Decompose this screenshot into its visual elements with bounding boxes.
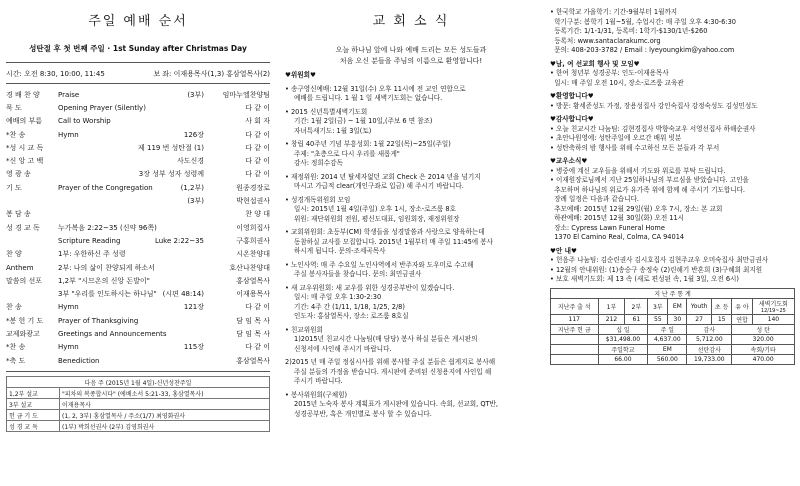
order-sub: Scripture Reading bbox=[58, 236, 121, 245]
stats-cell bbox=[551, 344, 599, 354]
intro-line: 오늘 하나님 앞에 나와 예배 드리는 모든 성도들과 bbox=[335, 46, 487, 54]
news-item-line: 기간: 4주 간 (1/11, 1/18, 1/25, 2/8) bbox=[294, 302, 405, 311]
stats-title: 지 난 주 통 계 bbox=[551, 288, 795, 298]
order-leader: 임마누엘찬양팀 bbox=[222, 90, 270, 99]
news-item-line: 일시: 2015년 1월 4일(주일) 오후 1시, 장소-로즈룸 8호 bbox=[294, 205, 456, 213]
news-item-line: 2015년 노숙자 봉사 계획표가 게시판에 있습니다. 속회, 선교회, QT반, bbox=[294, 400, 499, 408]
notice-line: 일시: 매 주일 오전 10시, 장소-로즈룸 교육관 bbox=[550, 78, 684, 87]
stats-cell: 초 등 bbox=[711, 298, 731, 314]
order-sub: 1,2부 "시므온의 신앙 돈발이" bbox=[58, 276, 150, 285]
order-row bbox=[6, 234, 270, 247]
section-heading: ♥환영합니다♥ bbox=[550, 92, 594, 100]
stats-cell: 320.00 bbox=[732, 334, 795, 344]
order-row bbox=[6, 301, 270, 314]
section-heading: ♥감사합니다♥ bbox=[550, 115, 594, 123]
stats-row bbox=[551, 344, 795, 354]
next-week-value: (1, 2, 3부) 홍삼열목사 / 주소(1/7) 최영화권사 bbox=[60, 410, 270, 421]
stats-cell: 66.00 bbox=[598, 354, 648, 364]
order-name: 기 도 bbox=[6, 183, 22, 192]
news-item-heading: • 친교위원회 bbox=[285, 325, 323, 334]
stats-cell: 55 bbox=[648, 314, 668, 324]
order-sub: 누가복음 2:22~35 (신약 96쪽) bbox=[58, 223, 157, 232]
news-item-heading: • 송구영신예배: 12월 31일(수) 오후 11시에 전 교인 연합으로 bbox=[285, 84, 466, 93]
times-text: 시간: 오전 8:30, 10:00, 11:45 bbox=[6, 70, 105, 78]
notice-line: 추모하며 하나님의 위로가 유가족 위에 함께 해 주시기 기도합니다. bbox=[550, 185, 746, 194]
notice-line: • 초안나원영에: 성탄주일에 오르간 배워 빗분 bbox=[550, 134, 682, 142]
stats-row bbox=[551, 314, 795, 324]
order-leader: 호산나찬양대 bbox=[229, 263, 270, 272]
stats-cell: 15 bbox=[711, 314, 731, 324]
news-body bbox=[285, 71, 537, 419]
order-name: 찬 양 bbox=[6, 250, 22, 259]
stats-cell: 4,637.00 bbox=[648, 334, 687, 344]
order-leader: 담 임 목 사 bbox=[236, 316, 270, 325]
news-item-heading: • 봉사위원회(구체힘) bbox=[285, 390, 348, 399]
order-row bbox=[6, 154, 270, 167]
next-week-value: "피차의 복종합시다" (에베소서 5:21-33, 홍삼열목사) bbox=[60, 388, 270, 399]
order-row bbox=[6, 261, 270, 274]
order-sub: Greetings and Announcements bbox=[58, 329, 167, 338]
order-sub: Hymn bbox=[58, 130, 79, 139]
divider bbox=[6, 371, 270, 372]
stats-table bbox=[550, 288, 795, 365]
news-item-line: 신청서에 사인해 주시기 바랍니다. bbox=[294, 344, 392, 353]
stats-cell: 560.00 bbox=[648, 354, 687, 364]
order-row bbox=[6, 248, 270, 261]
divider bbox=[6, 83, 270, 84]
stats-cell: 지난주 출 석 bbox=[551, 298, 599, 314]
order-leader: 다 같 이 bbox=[245, 157, 270, 166]
stats-cell: 유 아 bbox=[732, 298, 752, 314]
order-name: *축 도 bbox=[6, 356, 26, 365]
order-mid: Luke 2:22~35 bbox=[154, 236, 204, 245]
news-item-line: 자녀특새기도: 1월 3일(토) bbox=[294, 126, 372, 135]
order-name: 말씀의 선포 bbox=[6, 276, 43, 285]
notice-line: 문의: 408-203-3782 / Email : lyeyoungkim@yahoo.com bbox=[550, 46, 735, 54]
order-leader: 다 같 이 bbox=[245, 343, 270, 352]
order-leader: 박현섭권사 bbox=[236, 197, 270, 206]
stats-cell: 지난주 헌 금 bbox=[551, 324, 599, 334]
notice-line: • 오늘 친교시간 나눔팀: 김현경집사 박향숙교우 서영선집사 하해순권사 bbox=[550, 124, 756, 133]
notice-line: 등록처: www.santaclarakumc.org bbox=[550, 36, 661, 45]
order-sub: Hymn bbox=[58, 303, 79, 312]
notice-line: 1370 El Camino Real, Colma, CA 94014 bbox=[550, 233, 685, 241]
order-mid: (3부) bbox=[187, 90, 204, 99]
stats-cell: EM bbox=[668, 298, 687, 314]
order-leader: 다 같 이 bbox=[245, 130, 270, 139]
notice-line: 추모예배: 2015년 12월 29일(월) 오후 7시, 장소: 본 교회 bbox=[550, 204, 723, 213]
notice-line: • 보호 새벽기도회: 제 13 속 (새로 편성된 속, 1월 3일, 오전 6시) bbox=[550, 275, 739, 283]
order-name: *찬 송 bbox=[6, 130, 26, 139]
order-mid: 126장 bbox=[183, 130, 204, 139]
news-item-line: 주제: "초층으로 다시 우리를 새롭게" bbox=[294, 149, 400, 158]
order-row bbox=[6, 327, 270, 340]
news-item-heading: • 교회위원회: 초등부(CM) 학생들을 성경말씀과 사랑으로 양육하는데 bbox=[285, 228, 485, 236]
order-name: 경 배 찬 양 bbox=[6, 90, 40, 99]
order-sub: Prayer of Thanksgiving bbox=[58, 316, 139, 325]
notice-line: • 한국학교 가을학기: 기간-9월부터 1월까지 bbox=[550, 8, 678, 16]
stats-cell: 5,712.00 bbox=[687, 334, 732, 344]
news-item-heading: • 성경개독위원회 모임 bbox=[285, 195, 351, 204]
news-item-heading: • 창립 40주년 기념 부흥성회: 1월 22일(목)~25일(주일) bbox=[285, 140, 451, 148]
order-leader: 다 같 이 bbox=[245, 103, 270, 112]
news-item-line: 동참하실 교사를 모집합니다. 2015년 1월부터 매 주일 11:45에 봉사 bbox=[294, 237, 493, 246]
stats-row bbox=[551, 298, 795, 314]
stats-cell: 2부 bbox=[625, 298, 648, 314]
stats-cell: 선탄감사 bbox=[687, 344, 732, 354]
news-item-heading: • 새 교우위원회: 새 교우를 위한 성경공부반이 있겠습니다. bbox=[285, 283, 455, 292]
order-row bbox=[6, 314, 270, 327]
stats-cell bbox=[551, 354, 599, 364]
order-leader: 원종경장로 bbox=[236, 183, 270, 192]
order-sub: Hymn bbox=[58, 343, 79, 352]
order-leader: 사 회 자 bbox=[245, 117, 270, 126]
order-row bbox=[6, 101, 270, 114]
worship-subtitle: 성탄절 후 첫 번째 주일 · 1st Sunday after Christmas Day bbox=[29, 44, 247, 53]
news-intro bbox=[285, 45, 537, 67]
news-item-heading: • 재정위원: 2014 년 탈세자없던 교회 Check 은 2014 년을 넘기지 bbox=[285, 172, 481, 181]
order-leader: 다 같 이 bbox=[245, 303, 270, 312]
order-name: 예배의 부름 bbox=[6, 117, 43, 126]
next-week-value: 이재용목사 bbox=[60, 399, 270, 410]
order-sub: Prayer of the Congregation bbox=[58, 183, 153, 192]
news-item-line: 주실 봉사자들을 찾습니다. 문의: 최민금권사 bbox=[294, 270, 422, 278]
stats-cell: 주일학교 bbox=[598, 344, 648, 354]
stats-cell: 1부 bbox=[598, 298, 625, 314]
stats-cell: 속회/기타 bbox=[732, 344, 795, 354]
section-heading: ♥남, 여 선교회 행사 및 모임♥ bbox=[550, 59, 640, 68]
next-week-value: (1부) 박희선권사 (2부) 김영희권사 bbox=[60, 421, 270, 432]
order-name: *봉 헌 기 도 bbox=[6, 316, 44, 325]
stats-cell: $31,498.00 bbox=[598, 334, 648, 344]
order-mid: (1,2부) bbox=[180, 183, 204, 192]
stats-row bbox=[551, 324, 795, 334]
order-row bbox=[6, 274, 270, 287]
notice-line: • 12월의 안내위원: (1)송승구 송정숙 (2)린해기 반혼희 (3)구혜회 최지원 bbox=[550, 265, 763, 274]
stats-cell: 61 bbox=[625, 314, 648, 324]
order-sub: 1부: 우한하신 주 성령 bbox=[58, 250, 126, 259]
next-week-row bbox=[7, 399, 270, 410]
order-row bbox=[6, 221, 270, 234]
news-item-line: 주실 분들의 가정을 받습니다. 게시판에 준비된 신청용지에 사인입 해 bbox=[294, 367, 492, 376]
stats-cell: 연합 bbox=[732, 314, 752, 324]
stats-cell: 성 탄 bbox=[732, 324, 795, 334]
next-week-row bbox=[7, 388, 270, 399]
order-sub: 3부 "우리를 인도하시는 하나님" bbox=[58, 290, 157, 299]
stats-cell: 140 bbox=[752, 314, 794, 324]
next-week-table bbox=[6, 376, 270, 432]
next-week-row bbox=[7, 410, 270, 421]
next-week-head: 다음 주 (2015년 1월 4일)-신년성찬주일 bbox=[7, 377, 270, 388]
led-text: 보 좌: 이재용목사(1,3) 홍삼열목사(2) bbox=[153, 70, 270, 78]
order-leader: 이영희집사 bbox=[236, 223, 270, 232]
order-mid: (3부) bbox=[187, 197, 204, 206]
order-leader: 이재용목사 bbox=[236, 290, 270, 299]
order-name: *찬 송 bbox=[6, 343, 26, 352]
news-title: 교 회 소 식 bbox=[372, 14, 450, 29]
stats-cell: 117 bbox=[551, 314, 599, 324]
order-row bbox=[6, 88, 270, 101]
worship-order-column bbox=[6, 0, 270, 486]
news-item-line: 강사: 정희수감독 bbox=[294, 159, 343, 167]
notice-line: • 성탄축하의 밤 행사를 위해 수고하신 모든 분들과 각 부서 bbox=[550, 143, 720, 152]
order-name: Anthem bbox=[6, 263, 34, 272]
order-mid: 3장 성부 성자 성령께 bbox=[138, 170, 204, 179]
stats-cell: EM bbox=[648, 344, 687, 354]
news-item-line: 주시기 바랍니다. bbox=[294, 377, 343, 385]
stats-cell: 470.00 bbox=[732, 354, 795, 364]
stats-date: 12/19~25 bbox=[760, 307, 786, 314]
order-name: *성 시 교 독 bbox=[6, 143, 44, 152]
news-item-line: 성경공부반, 혹은 개인별로 봉사 할 수 있습니다. bbox=[294, 409, 432, 418]
next-week-label: 1,2부 설교 bbox=[7, 388, 60, 399]
order-leader: 시온찬양대 bbox=[236, 250, 270, 259]
order-mid: 제 119 번 성탄절 (1) bbox=[138, 143, 204, 152]
news-column bbox=[285, 0, 537, 486]
order-leader: 홍삼열목사 bbox=[236, 276, 270, 285]
notice-line: 학기구분: 봄학기 1월~5월, 수업시간: 매 주일 오후 4:30-6:30 bbox=[550, 17, 736, 26]
notice-line: 하관예배: 2015년 12월 30일(화) 오전 11시 bbox=[550, 214, 685, 222]
order-row bbox=[6, 128, 270, 141]
stats-cell: 십 일 bbox=[598, 324, 648, 334]
order-leader: 찬 양 대 bbox=[245, 210, 270, 219]
notice-line: 장례 일정은 다음과 같습니다. bbox=[550, 195, 640, 203]
stats-cell bbox=[551, 334, 599, 344]
news-item-heading: • 2015 신년특별새벽기도회 bbox=[285, 107, 368, 116]
news-item-line: 인도자: 홍삼열목사, 장소: 로즈룸 8호실 bbox=[294, 312, 409, 320]
news-item-line: 기간: 1월 2일(금) ~ 1월 10일,(주보 6 면 참조) bbox=[294, 117, 433, 125]
news-item-line: 마시고 가급적 clear(개인구좌로 입금) 해 주시기 바랍니다. bbox=[294, 182, 464, 190]
order-row bbox=[6, 287, 270, 300]
order-name: 묵 도 bbox=[6, 103, 22, 112]
order-row bbox=[6, 141, 270, 154]
order-row bbox=[6, 168, 270, 181]
order-name: 봉 담 송 bbox=[6, 210, 31, 219]
order-row bbox=[6, 194, 270, 207]
order-name: 성 경 교 독 bbox=[6, 223, 40, 232]
order-mid: 121장 bbox=[183, 303, 204, 312]
stats-cell: Youth bbox=[687, 298, 712, 314]
notice-line: 등록기간: 1/1-1/31, 등록비: 1학기-$130/1년-$260 bbox=[550, 27, 708, 35]
next-week-row bbox=[7, 421, 270, 432]
order-row bbox=[6, 181, 270, 194]
notices-body bbox=[550, 8, 795, 285]
order-leader: 담 임 목 사 bbox=[236, 329, 270, 338]
stats-cell: 주 일 bbox=[648, 324, 687, 334]
section-heading: ♥교우소식♥ bbox=[550, 157, 588, 165]
divider bbox=[6, 62, 270, 63]
stats-row bbox=[551, 334, 795, 344]
order-name: 교제와광고 bbox=[6, 329, 40, 338]
news-item-line: 1)2015년 친교시간 나눔팀(매 담당) 봉사 하실 분들은 게시판의 bbox=[294, 335, 478, 343]
intro-line: 처음 오신 분들을 주님의 이름으로 환영합니다! bbox=[339, 57, 483, 65]
order-sub: Opening Prayer (Silently) bbox=[58, 103, 146, 112]
order-sub: Call to Worship bbox=[58, 117, 111, 126]
next-week-label: 헌 금 기 도 bbox=[7, 410, 60, 421]
notices-column bbox=[550, 0, 795, 486]
notice-line: • 헌음주 나눔팀: 김순린권사 김시호집사 김현주교우 오미숙집사 최만금권사 bbox=[550, 256, 769, 264]
news-item-line: 일시: 매 주일 오후 1:30-2:30 bbox=[294, 293, 382, 301]
order-mid: 사도신경 bbox=[176, 157, 204, 166]
order-name: 영 광 송 bbox=[6, 170, 31, 179]
stats-cell: 감사 bbox=[687, 324, 732, 334]
order-leader: 구홍희권사 bbox=[236, 236, 270, 245]
stats-cell: 19,733.00 bbox=[687, 354, 732, 364]
notice-line: • 한여 청년부 성경공부: 인도-이재용목사 bbox=[550, 69, 669, 77]
service-times bbox=[6, 69, 270, 79]
news-item-line: 위원: 재단위원회 전원, 평신도대표, 임원회장, 재정위원장 bbox=[294, 214, 460, 223]
order-row bbox=[6, 208, 270, 221]
news-item-line: 하시게 됩니다. 문의-조세곡목사 bbox=[294, 247, 386, 255]
stats-row bbox=[551, 354, 795, 364]
stats-cell: 새벽기도회 12/19~25 bbox=[752, 298, 794, 314]
stats-cell: 27 bbox=[687, 314, 712, 324]
order-row bbox=[6, 354, 270, 367]
order-sub: Praise bbox=[58, 90, 80, 99]
order-leader: 홍삼열목사 bbox=[236, 356, 270, 365]
stats-cell: 30 bbox=[668, 314, 687, 324]
section-heading: ♥위원회♥ bbox=[285, 71, 316, 79]
order-sub: Benediction bbox=[58, 356, 100, 365]
order-name: *신 앙 고 백 bbox=[6, 157, 44, 166]
order-leader: 다 같 이 bbox=[245, 170, 270, 179]
next-week-label: 3부 설교 bbox=[7, 399, 60, 410]
order-mid: 115장 bbox=[183, 343, 204, 352]
stats-cell: 212 bbox=[598, 314, 625, 324]
notice-line: • 이재원장로님께서 지난 25일하나님의 부르심을 받았습니다. 고인을 bbox=[550, 176, 749, 184]
notice-line: • 병중에 계신 교우들을 위해서 기도와 위로를 부탁 드립니다. bbox=[550, 166, 726, 175]
order-leader: 다 같 이 bbox=[245, 143, 270, 152]
news-item-heading: • 노인사역: 매 주 수요일 노인사역에서 반주자와 도우미로 수고해 bbox=[285, 260, 474, 269]
worship-order-title: 주일 예배 순서 bbox=[88, 14, 188, 29]
order-mid: (시편 48:14) bbox=[162, 290, 204, 299]
order-sub: 2부: 나의 삶이 찬양되게 하소서 bbox=[58, 263, 155, 272]
news-item-heading: 2)2015 년 매 주일 정심시사를 위해 봉사할 주실 분들은 쉽게지로 봉사해 bbox=[285, 358, 496, 366]
section-heading: ♥안 내♥ bbox=[550, 246, 577, 255]
notice-line: • 방문: 황세준성도 가정, 장용성집사 강인숙집사 강정숙성도 김성민성도 bbox=[550, 101, 758, 110]
next-week-label: 성 경 교 독 bbox=[7, 421, 60, 432]
order-row bbox=[6, 115, 270, 128]
news-item-line: 예배를 드립니다. 1 월 1 일 새벽기도회는 없습니다. bbox=[294, 94, 443, 102]
order-list bbox=[6, 88, 270, 367]
stats-cell: 3부 bbox=[648, 298, 668, 314]
order-row bbox=[6, 341, 270, 354]
notice-line: 장소: Cypress Lawn Funeral Home bbox=[550, 223, 665, 232]
order-name: 찬 송 bbox=[6, 303, 22, 312]
